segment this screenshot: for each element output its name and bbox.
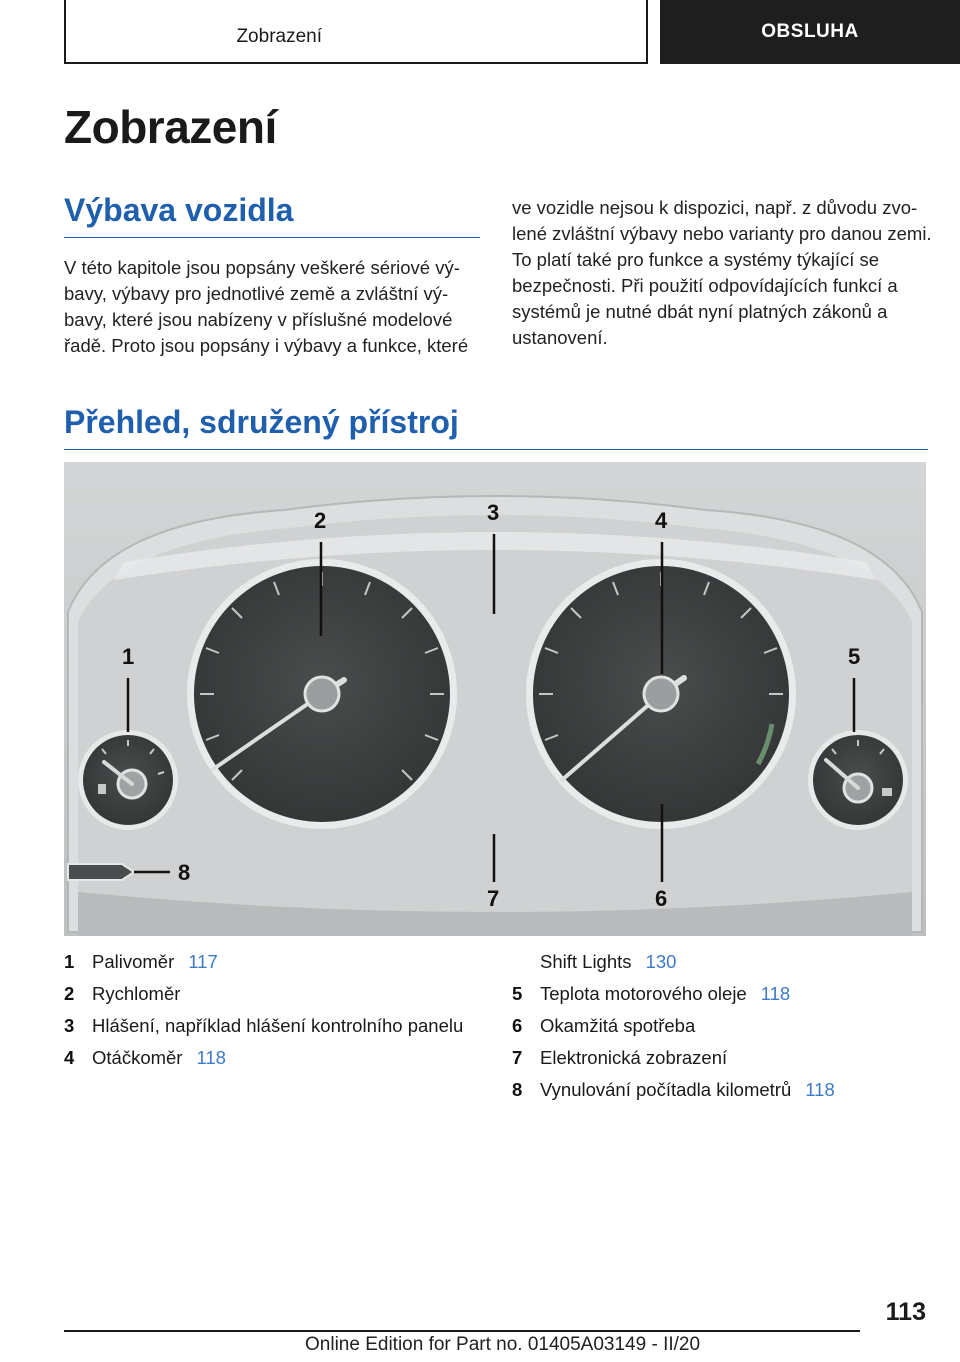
callout-4: 4: [655, 508, 668, 533]
legend-item: [64, 1010, 463, 1042]
legend-item: [512, 946, 835, 978]
legend-number: 6: [512, 1015, 523, 1036]
legend-item: [512, 978, 835, 1010]
callout-2: 2: [314, 508, 327, 533]
page-reference-link[interactable]: 118: [805, 1079, 835, 1100]
legend-label: Rychloměr: [92, 983, 181, 1004]
section-heading-prehled: Přehled, sdružený přístroj: [64, 404, 928, 450]
page-reference-link[interactable]: 118: [196, 1047, 226, 1068]
legend-item: [512, 1010, 835, 1042]
legend-item: [512, 1074, 835, 1106]
legend-item: [64, 946, 463, 978]
page-reference-link[interactable]: 117: [188, 951, 218, 972]
page-reference-link[interactable]: 130: [645, 951, 677, 972]
header-frame: [64, 0, 648, 64]
fuel-gauge: [78, 730, 178, 830]
fuel-pump-icon: [98, 784, 106, 794]
footer-edition: Online Edition for Part no. 01405A03149 - II/20: [305, 1334, 701, 1355]
section-heading-vybava: Výbava vozidla: [64, 192, 480, 238]
intro-paragraph-left: V této kapitole jsou popsány veškeré sériové vý- bavy, výbavy pro jednotlivé země a zvláštní vý- bavy, které jsou nabízeny v příslušné modelové řadě. Proto jsou popsány i výbavy a funkce, které: [64, 257, 469, 356]
intro-paragraph-right: ve vozidle nejsou k dispozici, např. z důvodu zvo- lené zvláštní výbavy nebo varianty pro danou zemi. To platí také pro funkce a systémy týkající se bezpečnosti. Při použití odpovídajících funkcí a systémů je nutné dbát nyní platných zákonů a ustanovení.: [512, 197, 932, 348]
page-reference-link[interactable]: 118: [760, 983, 791, 1004]
legend-label: Shift Lights: [540, 951, 632, 972]
callout-5: 5: [848, 644, 861, 669]
header-chapter-tab: OBSLUHA: [660, 0, 960, 64]
callout-6: 6: [655, 886, 668, 911]
legend-number: 2: [64, 983, 75, 1004]
oil-temperature-gauge: [808, 730, 908, 830]
legend-number: 3: [64, 1015, 75, 1036]
page-title: Zobrazení: [64, 101, 277, 153]
legend-label: Hlášení, například hlášení kontrolního panelu: [92, 1015, 464, 1036]
legend-label: Palivoměr: [92, 951, 175, 972]
oil-temperature-icon: [882, 788, 892, 796]
legend-number: 7: [512, 1047, 523, 1068]
legend-list-left: [64, 946, 463, 1074]
trip-reset-button: [68, 864, 134, 880]
legend-list-right: [512, 946, 835, 1106]
legend-item: [64, 978, 463, 1010]
callout-8: 8: [178, 860, 191, 885]
instrument-cluster-figure: [64, 462, 926, 936]
legend-number: 1: [64, 951, 75, 972]
legend-label: Otáčkoměr: [92, 1047, 183, 1068]
legend-label: Elektronická zobrazení: [540, 1047, 728, 1068]
legend-number: 8: [512, 1079, 523, 1100]
callout-3: 3: [487, 500, 500, 525]
legend-number: 4: [64, 1047, 75, 1068]
legend-item: [512, 1042, 835, 1074]
callout-1: 1: [122, 644, 135, 669]
legend-item: [64, 1042, 463, 1074]
header-section-title: Zobrazení: [236, 26, 322, 47]
legend-label: Teplota motorového oleje: [540, 983, 747, 1004]
legend-number: 5: [512, 983, 523, 1004]
callout-7: 7: [487, 886, 500, 911]
legend-label: Vynulování počítadla kilometrů: [540, 1079, 792, 1100]
footer-divider: [64, 1330, 860, 1332]
legend-label: Okamžitá spotřeba: [540, 1015, 696, 1036]
page-number: 113: [885, 1298, 926, 1326]
